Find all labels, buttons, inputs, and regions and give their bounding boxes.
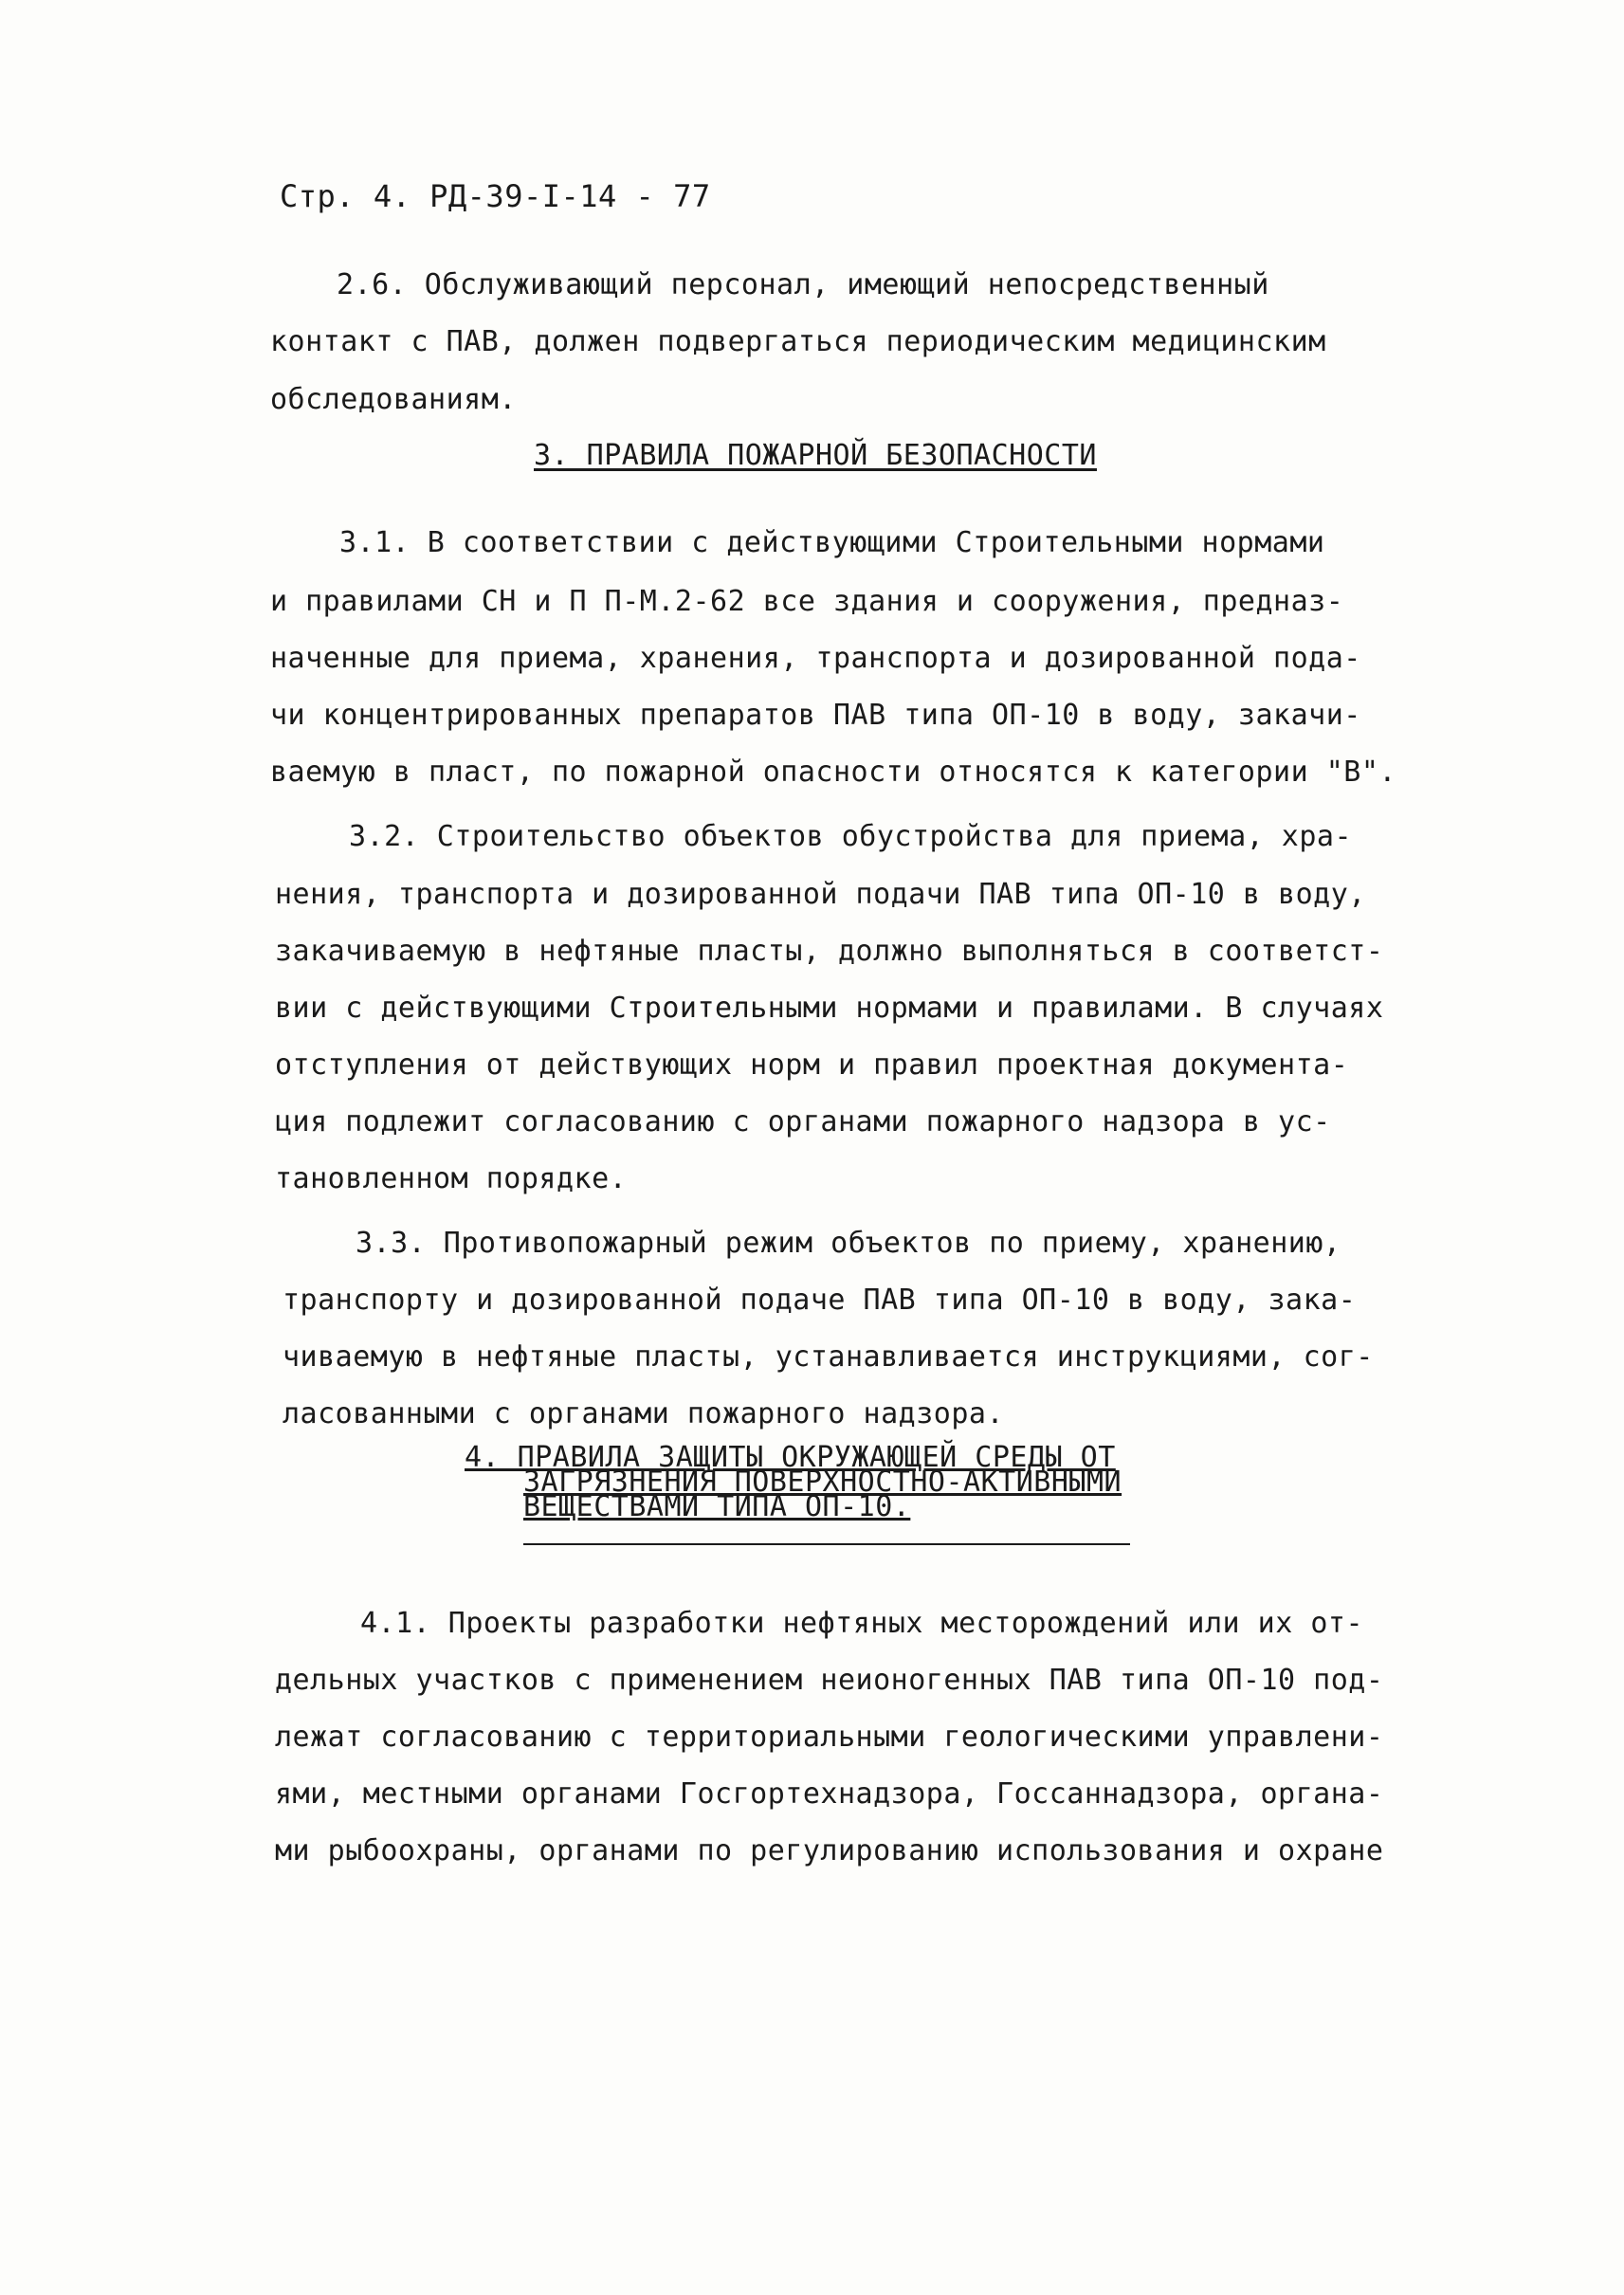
- paragraph-3-1-line: наченные для приема, хранения, транспорта и дозированной пода-: [270, 642, 1361, 675]
- paragraph-3-1-line: чи концентрированных препаратов ПАВ типа ОП-10 в воду, закачи-: [270, 699, 1361, 732]
- paragraph-3-1-line: ваемую в пласт, по пожарной опасности относятся к категории "В".: [270, 756, 1396, 789]
- paragraph-3-2-line: тановленном порядке.: [275, 1162, 628, 1195]
- paragraph-3-1-line: и правилами СН и П П-М.2-62 все здания и сооружения, предназ-: [270, 585, 1344, 618]
- paragraph-3-2-line: вии с действующими Строительными нормами и правилами. В случаях: [275, 992, 1384, 1025]
- paragraph-3-2-line: ция подлежит согласованию с органами пожарного надзора в ус-: [275, 1105, 1331, 1138]
- section-4-title-line: 4. ПРАВИЛА ЗАЩИТЫ ОКРУЖАЮЩЕЙ СРЕДЫ ОТ: [465, 1441, 1116, 1474]
- section-4-title-rule: [523, 1543, 1130, 1545]
- paragraph-4-1-line: ями, местными органами Госгортехнадзора, Госсаннадзора, органа-: [275, 1777, 1384, 1811]
- paragraph-2-6-line: контакт с ПАВ, должен подвергаться периодическим медицинским: [270, 325, 1326, 358]
- paragraph-3-2-line: 3.2. Строительство объектов обустройства для приема, хра-: [349, 820, 1353, 853]
- paragraph-4-1-line: лежат согласованию с территориальными геологическими управлени-: [275, 1721, 1384, 1754]
- paragraph-4-1-line: 4.1. Проекты разработки нефтяных месторождений или их от-: [360, 1607, 1364, 1640]
- paragraph-3-2-line: отступления от действующих норм и правил проектная документа-: [275, 1048, 1349, 1082]
- paragraph-4-1-line: дельных участков с применением неионогенных ПАВ типа ОП-10 под-: [275, 1664, 1384, 1697]
- paragraph-3-2-line: закачиваемую в нефтяные пласты, должно выполняться в соответст-: [275, 935, 1384, 968]
- paragraph-3-2-line: нения, транспорта и дозированной подачи ПАВ типа ОП-10 в воду,: [275, 878, 1366, 911]
- section-4-title-line: ВЕЩЕСТВАМИ ТИПА ОП-10.: [523, 1490, 911, 1523]
- section-4-title-line: ЗАГРЯЗНЕНИЯ ПОВЕРХНОСТНО-АКТИВНЫМИ: [523, 1466, 1122, 1499]
- section-3-title: 3. ПРАВИЛА ПОЖАРНОЙ БЕЗОПАСНОСТИ: [534, 439, 1097, 472]
- page-header: Стр. 4. РД-39-I-14 - 77: [280, 178, 711, 214]
- paragraph-3-3-line: чиваемую в нефтяные пласты, устанавливается инструкциями, сог-: [283, 1340, 1374, 1374]
- paragraph-3-3-line: ласованными с органами пожарного надзора.: [283, 1397, 1005, 1430]
- paragraph-2-6-line: 2.6. Обслуживающий персонал, имеющий непосредственный: [337, 268, 1269, 301]
- paragraph-3-1-line: 3.1. В соответствии с действующими Строительными нормами: [339, 526, 1325, 559]
- paragraph-2-6-line: обследованиям.: [270, 383, 517, 416]
- paragraph-3-3-line: 3.3. Противопожарный режим объектов по приему, хранению,: [356, 1227, 1341, 1260]
- paragraph-3-3-line: транспорту и дозированной подаче ПАВ типа ОП-10 в воду, зака-: [283, 1284, 1357, 1317]
- paragraph-4-1-line: ми рыбоохраны, органами по регулированию использования и охране: [275, 1834, 1384, 1867]
- section-4-title: [465, 1441, 1122, 1523]
